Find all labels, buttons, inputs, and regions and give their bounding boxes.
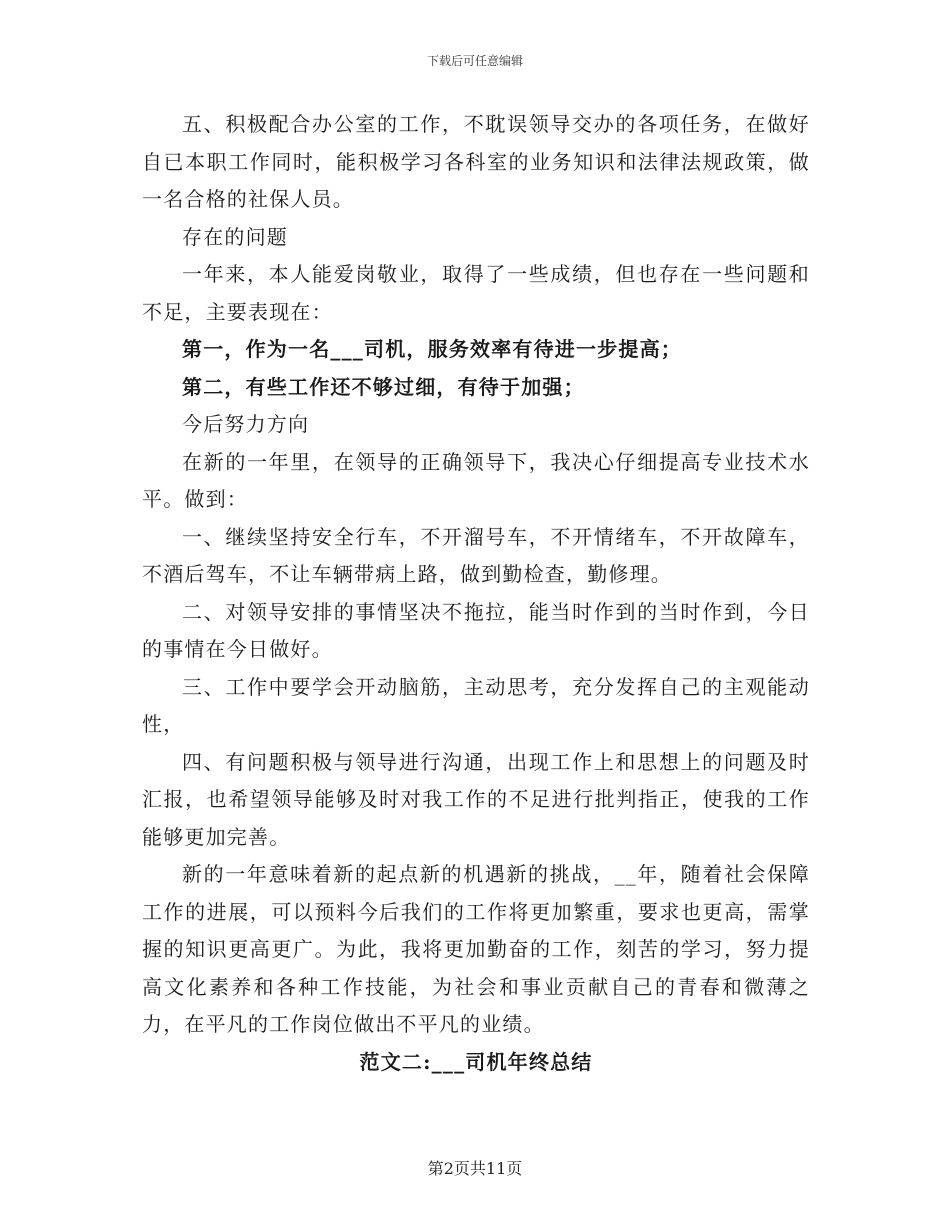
heading-future-direction: 今后努力方向 [182,412,310,436]
paragraph-future-intro: 在新的一年里，在领导的正确领导下，我决心仔细提高专业技术水平。做到： [142,449,810,511]
goal-one: 一、继续坚持安全行车，不开溜号车，不开情绪车，不开故障车，不酒后驾车，不让车辆带病上路，做到勤检查，勤修理。 [142,524,810,586]
page-footer: 第2页共11页 [427,1159,523,1178]
document-body [142,106,810,1081]
problem-two: 第二，有些工作还不够过细，有待于加强； [182,374,585,399]
paragraph-problems-intro: 一年来，本人能爱岗敬业，取得了一些成绩，但也存在一些问题和不足，主要表现在： [142,262,810,324]
page-header: 下载后可任意编辑 [426,54,523,68]
section-title: 范文二:___司机年终总结 [359,1049,593,1074]
heading-existing-problems: 存在的问题 [182,224,288,249]
paragraph-conclusion: 新的一年意味着新的起点新的机遇新的挑战，__年，随着社会保障工作的进展，可以预料今后我们的工作将更加繁重，要求也更高，需掌握的知识更高更广。为此，我将更加勤奋的工作，刻苦的学习，努力提高文化素养和各种工作技能，为社会和事业贡献自己的青春和微薄之力，在平凡的工作岗位做出不平凡的业绩。 [142,862,810,1036]
paragraph-item-five: 五、积极配合办公室的工作，不耽误领导交办的各项任务，在做好自已本职工作同时，能积极学习各科室的业务知识和法律法规政策，做一名合格的社保人员。 [142,112,810,211]
problem-one: 第一，作为一名___司机，服务效率有待进一步提高； [182,337,682,361]
goal-two: 二、对领导安排的事情坚决不拖拉，能当时作到的当时作到，今日的事情在今日做好。 [142,599,810,661]
goal-three: 三、工作中要学会开动脑筋，主动思考，充分发挥自己的主观能动性， [142,674,810,736]
goal-four: 四、有问题积极与领导进行沟通，出现工作上和思想上的问题及时汇报，也希望领导能够及时对我工作的不足进行批判指正，使我的工作能够更加完善。 [142,749,810,849]
